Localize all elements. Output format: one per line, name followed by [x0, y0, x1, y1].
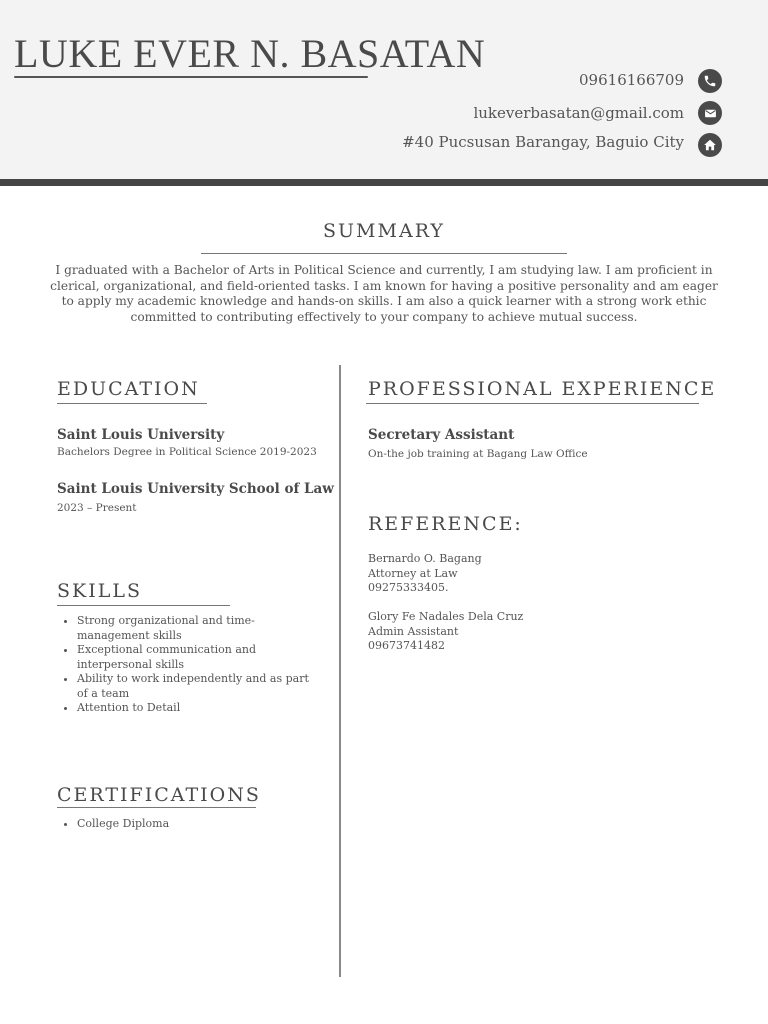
reference-name: Bernardo O. Bagang	[368, 552, 482, 565]
experience-rule	[366, 403, 699, 404]
experience-detail: On-the job training at Bagang Law Office	[368, 448, 588, 460]
contact-email: lukeverbasatan@gmail.com	[473, 104, 684, 122]
header-background	[0, 0, 768, 179]
skill-item: • Attention to Detail	[77, 701, 322, 716]
reference-phone: 09275333405.	[368, 581, 449, 594]
reference-entry-1	[368, 552, 482, 596]
certifications-list	[57, 817, 322, 832]
certifications-rule	[57, 807, 256, 808]
contact-phone: 09616166709	[579, 71, 684, 89]
skills-list	[57, 614, 322, 716]
email-icon	[698, 101, 722, 125]
phone-icon	[698, 69, 722, 93]
skills-title: SKILLS	[57, 580, 142, 602]
certifications-title: CERTIFICATIONS	[57, 784, 261, 806]
header-divider-bar	[0, 179, 768, 186]
reference-name: Glory Fe Nadales Dela Cruz	[368, 610, 524, 623]
column-divider	[339, 365, 341, 977]
education-detail-1: Bachelors Degree in Political Science 2019-2023	[57, 446, 317, 458]
education-title: EDUCATION	[57, 378, 200, 400]
contact-address: #40 Pucsusan Barangay, Baguio City	[402, 133, 684, 151]
reference-position: Attorney at Law	[368, 566, 458, 580]
name-underline	[14, 76, 368, 78]
skill-item: • Exceptional communication and interpersonal skills	[77, 643, 322, 672]
candidate-name: LUKE EVER N. BASATAN	[14, 31, 486, 76]
skill-item: • Ability to work independently and as part of a team	[77, 672, 322, 701]
skill-item: • Strong organizational and time-management skills	[77, 614, 322, 643]
summary-rule	[201, 253, 567, 254]
experience-role: Secretary Assistant	[368, 427, 515, 443]
experience-title: PROFESSIONAL EXPERIENCE	[368, 378, 717, 400]
skills-rule	[57, 605, 230, 606]
certification-item: • College Diploma	[77, 817, 322, 832]
summary-title: SUMMARY	[323, 220, 445, 242]
reference-position: Admin Assistant	[368, 624, 459, 638]
reference-phone: 09673741482	[368, 639, 445, 652]
reference-title: REFERENCE:	[368, 513, 523, 535]
education-school-1: Saint Louis University	[57, 427, 225, 443]
education-detail-2: 2023 – Present	[57, 502, 137, 514]
education-school-2: Saint Louis University School of Law	[57, 481, 334, 497]
home-icon	[698, 133, 722, 157]
reference-entry-2	[368, 610, 523, 654]
education-rule	[57, 403, 207, 404]
summary-text: I graduated with a Bachelor of Arts in Political Science and currently, I am studying law. I am proficient in clerical, organizational, and field-oriented tasks. I am known for having a positive personality and am eager to apply my academic knowledge and hands-on skills. I am also a quick learner with a strong work ethic committed to contributing effectively to your company to achieve mutual success.	[50, 263, 718, 324]
